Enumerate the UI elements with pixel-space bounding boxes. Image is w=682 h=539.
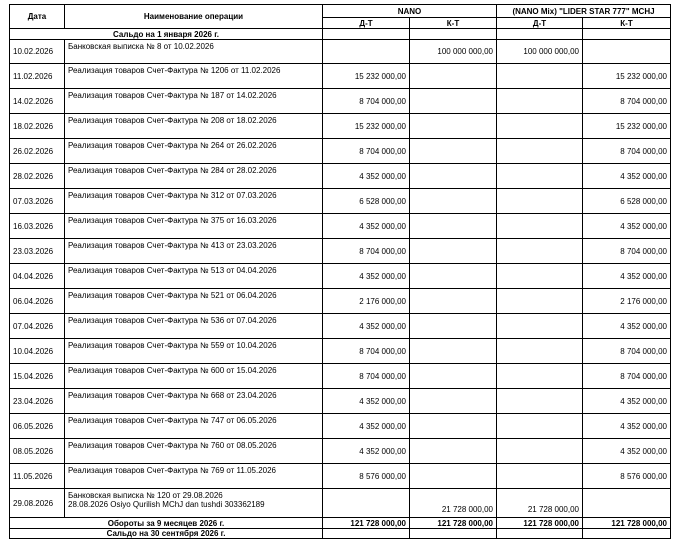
table-row xyxy=(10,314,671,339)
row-lider-credit: 8 704 000,00 xyxy=(583,364,671,389)
row-date: 04.04.2026 xyxy=(10,264,65,289)
turnover-row xyxy=(10,518,671,529)
row-date: 07.04.2026 xyxy=(10,314,65,339)
row-lider-credit: 6 528 000,00 xyxy=(583,189,671,214)
row-nano-credit xyxy=(410,314,497,339)
row-lider-debit xyxy=(497,214,583,239)
table-row xyxy=(10,164,671,189)
row-date: 07.03.2026 xyxy=(10,189,65,214)
row-lider-debit xyxy=(497,289,583,314)
row-lider-credit: 4 352 000,00 xyxy=(583,389,671,414)
row-description xyxy=(65,314,323,339)
row-date: 18.02.2026 xyxy=(10,114,65,139)
row-lider-credit: 4 352 000,00 xyxy=(583,264,671,289)
row-date: 10.04.2026 xyxy=(10,339,65,364)
row-nano-debit: 8 704 000,00 xyxy=(323,89,410,114)
row-lider-debit xyxy=(497,114,583,139)
row-lider-credit: 8 704 000,00 xyxy=(583,239,671,264)
closing-nano-credit xyxy=(410,529,497,539)
table-row xyxy=(10,464,671,489)
row-nano-debit: 4 352 000,00 xyxy=(323,314,410,339)
row-lider-debit: 21 728 000,00 xyxy=(497,489,583,518)
closing-nano-debit xyxy=(323,529,410,539)
row-date: 06.04.2026 xyxy=(10,289,65,314)
row-nano-credit xyxy=(410,364,497,389)
row-nano-debit xyxy=(323,489,410,518)
row-nano-credit xyxy=(410,264,497,289)
row-date: 11.05.2026 xyxy=(10,464,65,489)
row-description xyxy=(65,214,323,239)
row-date: 23.04.2026 xyxy=(10,389,65,414)
row-nano-credit xyxy=(410,439,497,464)
row-nano-credit xyxy=(410,114,497,139)
row-description-text: Реализация товаров Счет-Фактура № 208 от 18.02.2026 xyxy=(68,116,277,125)
reconciliation-table xyxy=(9,4,671,539)
row-lider-credit: 15 232 000,00 xyxy=(583,114,671,139)
closing-balance-row xyxy=(10,529,671,539)
table-row xyxy=(10,239,671,264)
row-lider-credit: 4 352 000,00 xyxy=(583,164,671,189)
row-description-text: Банковская выписка № 8 от 10.02.2026 xyxy=(68,42,214,51)
row-date: 06.05.2026 xyxy=(10,414,65,439)
row-nano-debit: 8 704 000,00 xyxy=(323,139,410,164)
opening-lider-debit xyxy=(497,29,583,40)
row-nano-debit: 4 352 000,00 xyxy=(323,439,410,464)
row-description xyxy=(65,289,323,314)
row-description-note: 28.08.2026 Osiyo Qurilish MChJ dan tushdi 303362189 xyxy=(68,500,265,509)
row-description xyxy=(65,89,323,114)
row-date: 14.02.2026 xyxy=(10,89,65,114)
row-nano-debit: 8 704 000,00 xyxy=(323,339,410,364)
row-lider-credit xyxy=(583,489,671,518)
row-lider-debit xyxy=(497,264,583,289)
row-nano-debit: 4 352 000,00 xyxy=(323,214,410,239)
row-nano-debit: 8 704 000,00 xyxy=(323,239,410,264)
row-nano-credit xyxy=(410,189,497,214)
row-description-text: Реализация товаров Счет-Фактура № 600 от 15.04.2026 xyxy=(68,366,277,375)
row-description xyxy=(65,264,323,289)
row-lider-debit xyxy=(497,414,583,439)
row-lider-debit xyxy=(497,139,583,164)
row-date: 16.03.2026 xyxy=(10,214,65,239)
row-description xyxy=(65,114,323,139)
row-description xyxy=(65,464,323,489)
row-description xyxy=(65,40,323,64)
row-lider-credit: 8 704 000,00 xyxy=(583,339,671,364)
row-description xyxy=(65,489,323,518)
row-nano-credit xyxy=(410,214,497,239)
row-nano-credit xyxy=(410,464,497,489)
row-date: 11.02.2026 xyxy=(10,64,65,89)
table-row xyxy=(10,339,671,364)
header-nano-debit: Д-Т xyxy=(323,18,410,29)
row-date: 10.02.2026 xyxy=(10,40,65,64)
row-nano-debit: 4 352 000,00 xyxy=(323,264,410,289)
row-lider-credit: 4 352 000,00 xyxy=(583,214,671,239)
row-description-text: Реализация товаров Счет-Фактура № 769 от 11.05.2026 xyxy=(68,466,276,475)
row-nano-debit: 4 352 000,00 xyxy=(323,389,410,414)
row-lider-credit: 8 704 000,00 xyxy=(583,89,671,114)
turnover-label: Обороты за 9 месяцев 2026 г. xyxy=(10,518,323,529)
row-lider-debit xyxy=(497,64,583,89)
row-description xyxy=(65,439,323,464)
row-date: 08.05.2026 xyxy=(10,439,65,464)
row-nano-credit xyxy=(410,289,497,314)
row-lider-credit: 4 352 000,00 xyxy=(583,439,671,464)
row-description xyxy=(65,239,323,264)
row-nano-debit: 4 352 000,00 xyxy=(323,164,410,189)
row-description-text: Реализация товаров Счет-Фактура № 668 от 23.04.2026 xyxy=(68,391,277,400)
row-nano-credit xyxy=(410,389,497,414)
row-description xyxy=(65,364,323,389)
row-lider-credit: 8 704 000,00 xyxy=(583,139,671,164)
row-lider-credit: 2 176 000,00 xyxy=(583,289,671,314)
table-row xyxy=(10,114,671,139)
table-row xyxy=(10,264,671,289)
row-description-text: Реализация товаров Счет-Фактура № 413 от 23.03.2026 xyxy=(68,241,277,250)
row-description-text: Реализация товаров Счет-Фактура № 187 от 14.02.2026 xyxy=(68,91,277,100)
row-description-text: Реализация товаров Счет-Фактура № 1206 от 11.02.2026 xyxy=(68,66,281,75)
row-lider-debit xyxy=(497,339,583,364)
row-nano-credit xyxy=(410,89,497,114)
row-nano-credit xyxy=(410,64,497,89)
header-lider-debit: Д-Т xyxy=(497,18,583,29)
row-lider-credit xyxy=(583,40,671,64)
table-row xyxy=(10,389,671,414)
row-description-text: Реализация товаров Счет-Фактура № 536 от 07.04.2026 xyxy=(68,316,277,325)
row-description xyxy=(65,189,323,214)
row-description xyxy=(65,389,323,414)
closing-balance-label: Сальдо на 30 сентября 2026 г. xyxy=(10,529,323,539)
header-operation: Наименование операции xyxy=(65,5,323,29)
row-nano-credit xyxy=(410,239,497,264)
row-nano-credit: 100 000 000,00 xyxy=(410,40,497,64)
row-lider-debit xyxy=(497,164,583,189)
row-nano-credit xyxy=(410,414,497,439)
table-row xyxy=(10,189,671,214)
row-nano-debit: 4 352 000,00 xyxy=(323,414,410,439)
turnover-lider-credit: 121 728 000,00 xyxy=(583,518,671,529)
table-row xyxy=(10,414,671,439)
row-nano-debit: 8 576 000,00 xyxy=(323,464,410,489)
row-date: 15.04.2026 xyxy=(10,364,65,389)
row-lider-credit: 4 352 000,00 xyxy=(583,314,671,339)
row-description-text: Реализация товаров Счет-Фактура № 375 от 16.03.2026 xyxy=(68,216,277,225)
row-description xyxy=(65,164,323,189)
row-nano-debit: 2 176 000,00 xyxy=(323,289,410,314)
row-lider-debit xyxy=(497,314,583,339)
row-nano-debit: 6 528 000,00 xyxy=(323,189,410,214)
header-lider-star: (NANO Mix) "LIDER STAR 777" MCHJ xyxy=(497,5,671,18)
row-lider-debit xyxy=(497,239,583,264)
row-nano-credit: 21 728 000,00 xyxy=(410,489,497,518)
row-lider-credit: 4 352 000,00 xyxy=(583,414,671,439)
table-row xyxy=(10,139,671,164)
closing-lider-credit xyxy=(583,529,671,539)
closing-lider-debit xyxy=(497,529,583,539)
opening-nano-debit xyxy=(323,29,410,40)
row-lider-debit xyxy=(497,439,583,464)
row-lider-debit xyxy=(497,89,583,114)
table-row xyxy=(10,89,671,114)
row-lider-credit: 15 232 000,00 xyxy=(583,64,671,89)
opening-balance-label: Сальдо на 1 января 2026 г. xyxy=(10,29,323,40)
row-lider-debit xyxy=(497,389,583,414)
row-description-text: Реализация товаров Счет-Фактура № 747 от 06.05.2026 xyxy=(68,416,277,425)
row-lider-debit xyxy=(497,464,583,489)
row-nano-debit xyxy=(323,40,410,64)
row-description-text: Реализация товаров Счет-Фактура № 760 от 08.05.2026 xyxy=(68,441,277,450)
row-description-text: Банковская выписка № 120 от 29.08.2026 xyxy=(68,491,223,500)
row-nano-debit: 15 232 000,00 xyxy=(323,64,410,89)
row-description-text: Реализация товаров Счет-Фактура № 312 от 07.03.2026 xyxy=(68,191,277,200)
row-date: 29.08.2026 xyxy=(10,489,65,518)
row-description-text: Реализация товаров Счет-Фактура № 284 от 28.02.2026 xyxy=(68,166,277,175)
table-row xyxy=(10,64,671,89)
table-row xyxy=(10,40,671,64)
row-lider-debit xyxy=(497,364,583,389)
row-description-text: Реализация товаров Счет-Фактура № 264 от 26.02.2026 xyxy=(68,141,277,150)
row-date: 28.02.2026 xyxy=(10,164,65,189)
turnover-nano-credit: 121 728 000,00 xyxy=(410,518,497,529)
opening-nano-credit xyxy=(410,29,497,40)
row-lider-credit: 8 576 000,00 xyxy=(583,464,671,489)
row-date: 23.03.2026 xyxy=(10,239,65,264)
turnover-lider-debit: 121 728 000,00 xyxy=(497,518,583,529)
row-lider-debit: 100 000 000,00 xyxy=(497,40,583,64)
row-nano-debit: 8 704 000,00 xyxy=(323,364,410,389)
table-row xyxy=(10,489,671,518)
turnover-nano-debit: 121 728 000,00 xyxy=(323,518,410,529)
opening-lider-credit xyxy=(583,29,671,40)
header-nano: NANO xyxy=(323,5,497,18)
header-lider-credit: К-Т xyxy=(583,18,671,29)
row-description-text: Реализация товаров Счет-Фактура № 559 от 10.04.2026 xyxy=(68,341,277,350)
row-nano-debit: 15 232 000,00 xyxy=(323,114,410,139)
row-description-text: Реализация товаров Счет-Фактура № 521 от 06.04.2026 xyxy=(68,291,277,300)
header-nano-credit: К-Т xyxy=(410,18,497,29)
header-date: Дата xyxy=(10,5,65,29)
table-row xyxy=(10,289,671,314)
row-nano-credit xyxy=(410,339,497,364)
row-description xyxy=(65,339,323,364)
row-description-text: Реализация товаров Счет-Фактура № 513 от 04.04.2026 xyxy=(68,266,277,275)
row-nano-credit xyxy=(410,139,497,164)
row-description xyxy=(65,414,323,439)
row-nano-credit xyxy=(410,164,497,189)
table-row xyxy=(10,439,671,464)
row-description xyxy=(65,64,323,89)
opening-balance-row xyxy=(10,29,671,40)
row-description xyxy=(65,139,323,164)
table-row xyxy=(10,364,671,389)
row-date: 26.02.2026 xyxy=(10,139,65,164)
table-row xyxy=(10,214,671,239)
row-lider-debit xyxy=(497,189,583,214)
